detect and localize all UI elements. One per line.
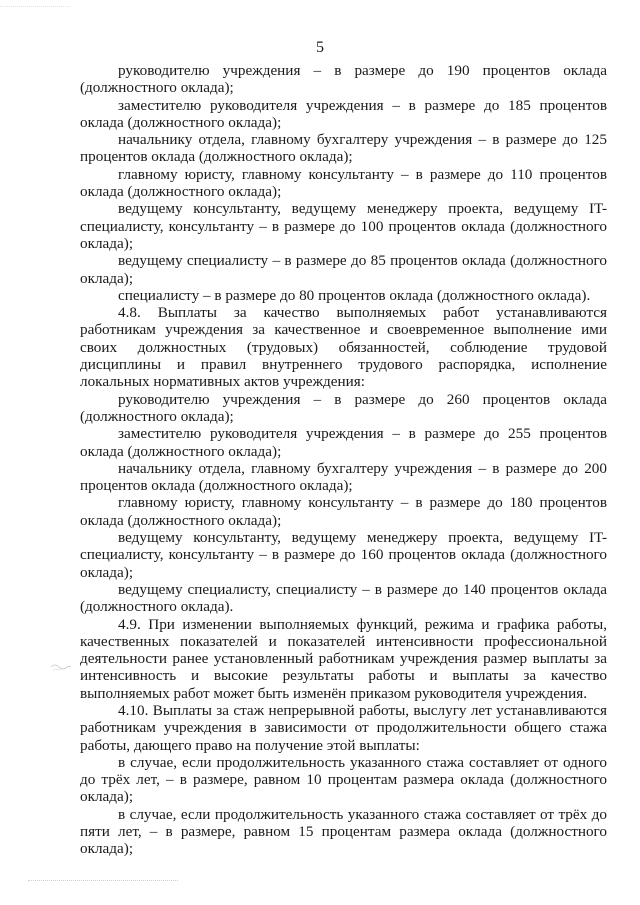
- scan-artifact-bottom: [28, 880, 178, 882]
- paragraph: 4.10. Выплаты за стаж непрерывной работы, выслугу лет устанавливаются работникам учреждения в зависимости от продолжительности общего стажа работы, дающего право на получение этой выплаты:: [80, 701, 607, 754]
- paragraph: ведущему консультанту, ведущему менеджеру проекта, ведущему IT-специалисту, консультанту – в размере до 100 процентов оклада (должностного оклада);: [80, 200, 607, 252]
- paragraph: ведущему специалисту – в размере до 85 процентов оклада (должностного оклада);: [80, 252, 607, 287]
- paragraph: главному юристу, главному консультанту – в размере до 180 процентов оклада (должностного оклада);: [80, 494, 607, 529]
- paragraph: ведущему консультанту, ведущему менеджеру проекта, ведущему IT-специалисту, консультанту – в размере до 160 процентов оклада (должностного оклада);: [80, 529, 607, 581]
- scan-artifact-top: [0, 6, 70, 8]
- paragraph: заместителю руководителя учреждения – в размере до 255 процентов оклада (должностного оклада);: [80, 425, 607, 460]
- paragraph: 4.9. При изменении выполняемых функций, режима и графика работы, качественных показателей и показателей интенсивности профессиональной деятельности ранее установленный работникам учреждения размер выплаты за интенсивность и высокие результаты работы и выплаты за качество выполняемых работ может быть изменён приказом руководителя учреждения.: [80, 615, 607, 702]
- paragraph: начальнику отдела, главному бухгалтеру учреждения – в размере до 125 процентов оклада (должностного оклада);: [80, 131, 607, 166]
- paragraph: главному юристу, главному консультанту – в размере до 110 процентов оклада (должностного оклада);: [80, 165, 607, 201]
- document-body: [80, 62, 607, 858]
- paragraph: в случае, если продолжительность указанного стажа составляет от одного до трёх лет, – в размере, равном 10 процентам размера оклада (должностного оклада);: [80, 753, 607, 806]
- paragraph: 4.8. Выплаты за качество выполняемых работ устанавливаются работникам учреждения за качественное и своевременное выполнение ими своих должностных (трудовых) обязанностей, соблюдение трудовой дисциплины и правил внутреннего трудового распорядка, исполнение локальных нормативных актов учреждения:: [80, 304, 607, 391]
- paragraph: начальнику отдела, главному бухгалтеру учреждения – в размере до 200 процентов оклада (должностного оклада);: [80, 459, 607, 495]
- page-number: 5: [316, 39, 324, 56]
- scan-artifact-margin: [50, 660, 72, 674]
- paragraph: заместителю руководителя учреждения – в размере до 185 процентов оклада (должностного оклада);: [80, 96, 607, 131]
- paragraph: специалисту – в размере до 80 процентов оклада (должностного оклада).: [118, 286, 591, 304]
- paragraph: в случае, если продолжительность указанного стажа составляет от трёх до пяти лет, – в размере, равном 15 процентам размера оклада (должностного оклада);: [80, 805, 607, 858]
- paragraph: руководителю учреждения – в размере до 260 процентов оклада (должностного оклада);: [80, 390, 607, 425]
- paragraph: ведущему специалисту, специалисту – в размере до 140 процентов оклада (должностного оклада).: [80, 580, 607, 616]
- paragraph: руководителю учреждения – в размере до 190 процентов оклада (должностного оклада);: [80, 62, 607, 97]
